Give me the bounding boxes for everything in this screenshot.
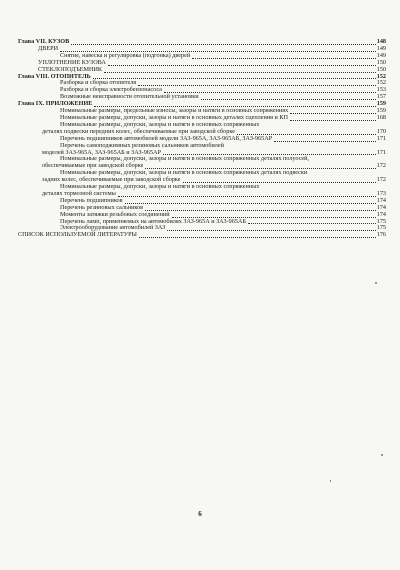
dot-leader: [274, 136, 376, 142]
dot-leader: [138, 80, 376, 86]
dot-leader: [104, 67, 376, 73]
dot-leader: [201, 94, 376, 100]
toc-entry-appendix-8-line1: Номинальные размеры, допуски, зазоры и натяги в основных сопряженных: [60, 183, 260, 191]
toc-entry-page: 159: [376, 100, 386, 108]
toc-entry-label: ДВЕРИ: [38, 44, 59, 52]
toc-entry-label: Глава VII. КУЗОВ: [18, 38, 70, 45]
dot-leader: [290, 115, 376, 121]
toc-entry-page: 175: [376, 224, 386, 232]
toc-entry-label: УПЛОТНЕНИЕ КУЗОВА: [38, 58, 106, 66]
dot-leader: [237, 129, 376, 135]
toc-entry-label: Перечень подшипников автомобилей модели ЗАЗ-965А, ЗАЗ-965АБ, ЗАЗ-965АР: [60, 134, 273, 142]
toc-entry-page: 174: [376, 203, 386, 211]
toc-entry-page: 174: [376, 210, 386, 218]
scan-speck: [375, 282, 377, 284]
dot-leader: [163, 149, 376, 155]
scan-speck: [330, 480, 331, 482]
toc-entry-label: Перечень ламп, применяемых на автомобилях ЗАЗ-965А и ЗАЗ-965АБ: [60, 217, 246, 225]
toc-entry-label: Глава IX. ПРИЛОЖЕНИЕ: [18, 100, 93, 108]
toc-entry-page: 175: [376, 217, 386, 225]
dot-leader: [118, 191, 376, 197]
toc-entry-label: Снятие, навеска и регулировка (подгонка) дверей: [60, 51, 191, 59]
toc-entry-page: 150: [376, 58, 386, 66]
toc-entry-label: Электрооборудование автомобилей ЗАЗ: [60, 224, 166, 232]
toc-entry-page: 153: [376, 86, 386, 94]
toc-entry-label: СТЕКЛОПОДЪЕМНИК: [38, 65, 103, 73]
dot-leader: [248, 218, 376, 224]
toc-entry-references[interactable]: [18, 232, 386, 239]
toc-entry-label: деталях тормозной системы: [42, 189, 116, 197]
dot-leader: [145, 205, 376, 211]
toc-entry-appendix-3-line1: Номинальные размеры, допуски, зазоры и натяги в основных сопряженных: [60, 120, 260, 128]
toc-entry-label: СПИСОК ИСПОЛЬЗУЕМОЙ ЛИТЕРАТУРЫ: [18, 231, 137, 239]
toc-entry-page: 157: [376, 93, 386, 101]
toc-entry-label: Перечень резиновых сальников: [60, 203, 144, 211]
toc-entry-label: задних колес, обеспечиваемые при заводской сборке: [42, 176, 181, 184]
toc-entry-page: 149: [376, 51, 386, 59]
dot-leader: [192, 53, 376, 59]
dot-leader: [139, 232, 376, 238]
toc-entry-label: Глава VIII. ОТОПИТЕЛЬ: [18, 72, 91, 80]
dot-leader: [172, 212, 376, 218]
toc-entry-label: Моменты затяжки резьбовых соединений: [60, 210, 170, 218]
toc-entry-label: Номинальные размеры, допуски, зазоры и натяги в основных деталях сцепления и КП: [60, 113, 288, 121]
toc-entry-page: 172: [376, 162, 386, 170]
dot-leader: [60, 46, 376, 52]
toc-entry-page: 174: [376, 196, 386, 204]
toc-entry-label: моделей ЗАЗ-965А, ЗАЗ-965АБ и ЗАЗ-965АР: [42, 148, 161, 156]
toc-entry-label: Разборка и сборка электробензонасоса: [60, 86, 162, 94]
toc-entry-page: 150: [376, 65, 386, 73]
toc-entry-label: Возможные неисправности отопительной установки: [60, 93, 199, 101]
toc-entry-page: 176: [376, 231, 386, 239]
toc-entry-page: 173: [376, 189, 386, 197]
dot-leader: [145, 163, 375, 169]
dot-leader: [125, 198, 376, 204]
toc-entry-appendix-5-line1: Перечень самоподжимных резиновых сальников автомобилей: [60, 141, 224, 149]
scan-speck: [381, 454, 383, 456]
page-number: 6: [198, 510, 202, 518]
dot-leader: [167, 225, 375, 231]
toc-entry-page: 172: [376, 176, 386, 184]
toc-entry-label: Номинальные размеры, предельные износы, зазоры и натяги в основных сопряжениях: [60, 107, 289, 115]
toc-entry-appendix-6-line1: Номинальные размеры, допуски, зазоры и натяги в основных сопряженных деталях полуосей,: [60, 155, 309, 163]
toc-entry-label: Перечень подшипников: [60, 196, 123, 204]
toc-entry-page: 152: [376, 72, 386, 80]
toc-entry-page: 171: [376, 148, 386, 156]
toc-entry-page: 152: [376, 79, 386, 87]
toc-entry-appendix-5[interactable]: [18, 150, 386, 157]
dot-leader: [290, 108, 376, 114]
toc-entry-label: обеспечиваемые при заводской сборке: [42, 162, 144, 170]
toc-entry-label: Разборка и сборка отопителя: [60, 79, 137, 87]
toc-entry-page: 149: [376, 44, 386, 52]
toc-entry-page: 168: [376, 113, 386, 121]
dot-leader: [108, 60, 376, 66]
toc-entry-page: 159: [376, 107, 386, 115]
toc-entry-label: деталях подвески передних колес, обеспечиваемые при заводской сборке: [42, 127, 235, 135]
toc-entry-page: 170: [376, 127, 386, 135]
toc-entry-page: 171: [376, 134, 386, 142]
toc-entry-appendix-2[interactable]: [18, 115, 386, 122]
toc-entry-appendix-7-line1: Номинальные размеры, допуски, зазоры и натяги в основных сопряженных деталях подвески: [60, 169, 308, 177]
table-of-contents: [18, 39, 386, 239]
dot-leader: [71, 39, 376, 45]
toc-entry-page: 148: [376, 38, 386, 45]
toc-entry-appendix-6[interactable]: [18, 163, 386, 170]
toc-entry-appendix-7[interactable]: [18, 177, 386, 184]
dot-leader: [183, 177, 376, 183]
toc-entry-appendix-4[interactable]: [18, 136, 386, 143]
